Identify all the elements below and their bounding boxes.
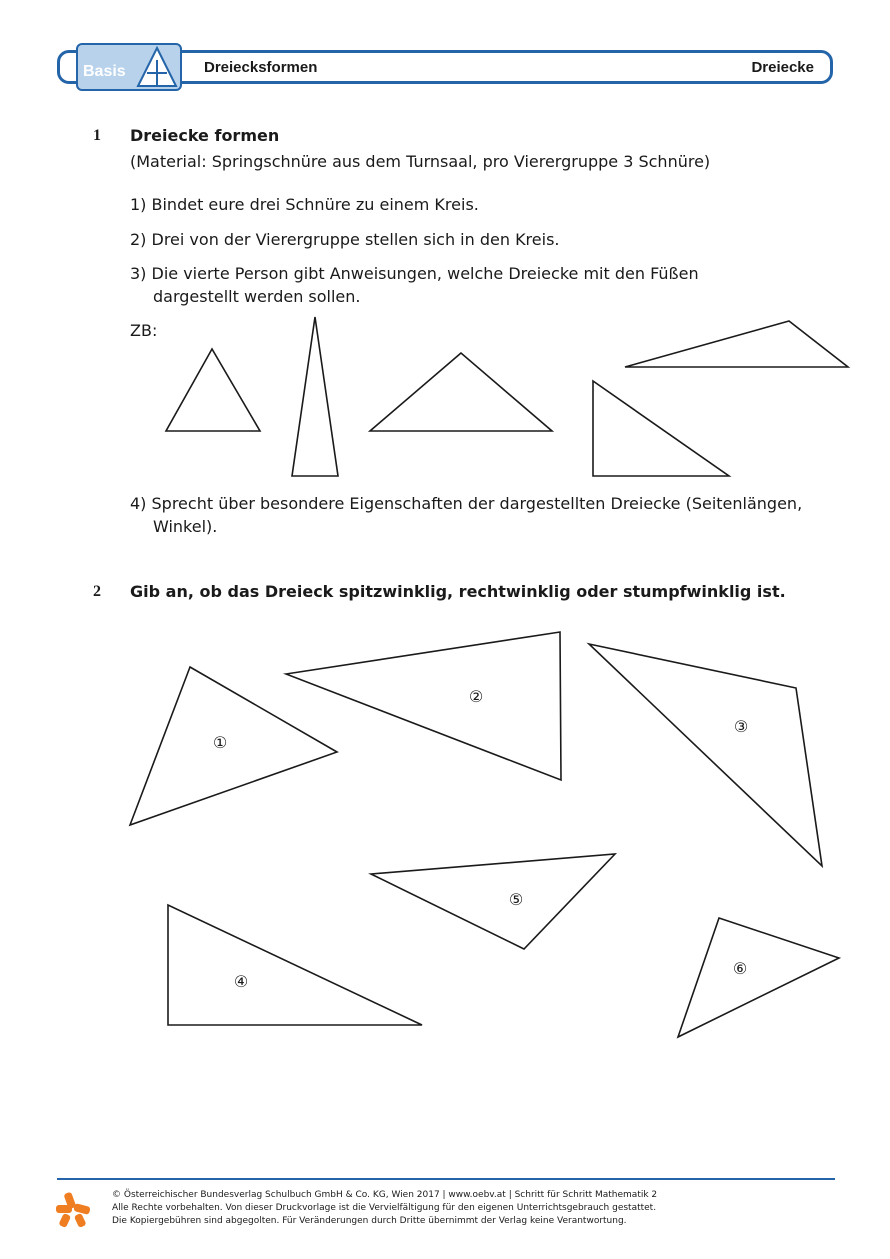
- basis-label: Basis: [83, 63, 126, 80]
- triangle-6: [678, 918, 839, 1037]
- example-triangle-narrow-isosceles: [292, 317, 338, 476]
- task-1-number: 1: [93, 127, 101, 144]
- page-title: Dreiecksformen: [204, 59, 318, 76]
- footer-disclaimer: Die Kopiergebühren sind abgegolten. Für Veränderungen durch Dritte übernimmt der Verlag keine Verantwortung.: [112, 1216, 627, 1226]
- task-1-material: (Material: Springschnüre aus dem Turnsaal, pro Vierergruppe 3 Schnüre): [130, 152, 711, 171]
- example-label: ZB:: [130, 321, 158, 340]
- task-1-step-4-cont: Winkel).: [153, 517, 218, 536]
- task-1-step-1: 1) Bindet eure drei Schnüre zu einem Kreis.: [130, 195, 479, 214]
- triangle-label-5: ⑤: [508, 890, 524, 909]
- triangle-1: [130, 667, 337, 825]
- task-2-title: Gib an, ob das Dreieck spitzwinklig, rechtwinklig oder stumpfwinklig ist.: [130, 582, 786, 601]
- footer-rights: Alle Rechte vorbehalten. Von dieser Druckvorlage ist die Vervielfältigung für den eigenen Unterrichtsgebrauch gestattet.: [112, 1203, 657, 1213]
- triangle-3: [589, 644, 822, 866]
- triangle-label-1: ①: [212, 733, 228, 752]
- example-triangle-obtuse: [625, 321, 848, 367]
- triangle-5: [371, 854, 615, 949]
- task-2-number: 2: [93, 583, 101, 600]
- task-1-step-4: 4) Sprecht über besondere Eigenschaften der dargestellten Dreiecke (Seitenlängen,: [130, 494, 803, 513]
- triangle-2: [286, 632, 561, 780]
- triangle-label-3: ③: [733, 717, 749, 736]
- publisher-logo-icon: [54, 1190, 92, 1228]
- example-triangle-equilateral: [166, 349, 260, 431]
- task-1-step-3: 3) Die vierte Person gibt Anweisungen, welche Dreiecke mit den Füßen: [130, 264, 699, 283]
- footer-copyright: © Österreichischer Bundesverlag Schulbuch GmbH & Co. KG, Wien 2017 | www.oebv.at | Schritt für Schritt Mathematik 2: [112, 1190, 658, 1200]
- example-triangle-right-isosceles: [370, 353, 552, 431]
- triangle-label-4: ④: [233, 972, 249, 991]
- task-1-title: Dreiecke formen: [130, 126, 280, 145]
- task-1-step-3-cont: dargestellt werden sollen.: [153, 287, 361, 306]
- section-title: Dreiecke: [751, 59, 814, 76]
- example-triangle-right: [593, 381, 729, 476]
- task-1-step-2: 2) Drei von der Vierergruppe stellen sich in den Kreis.: [130, 230, 560, 249]
- footer-divider: [57, 1178, 835, 1180]
- triangle-label-6: ⑥: [732, 959, 748, 978]
- triangle-label-2: ②: [468, 687, 484, 706]
- triangle-4: [168, 905, 422, 1025]
